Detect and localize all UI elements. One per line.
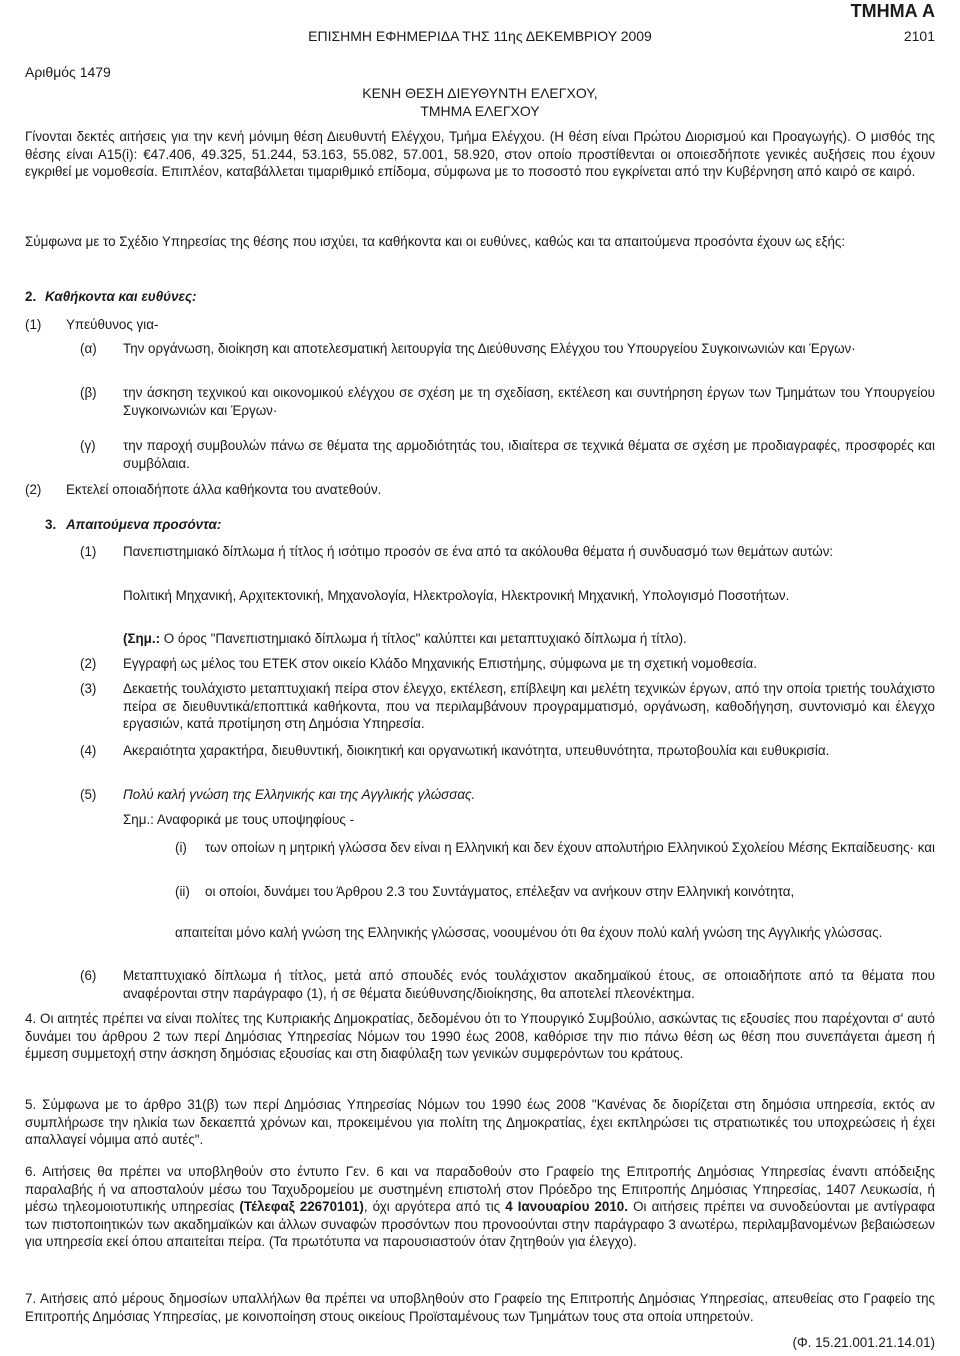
qual-5-ii-text: οι οποίοι, δυνάμει του Άρθρου 2.3 του Συντάγματος, επέλεξαν να ανήκουν στην Ελληνική κοινότητα, [205,884,795,899]
qual-5-ii-number: (ii) [175,884,190,899]
qual-2-number: (2) [80,656,97,671]
duty-b-text: την άσκηση τεχνικού και οικονομικού ελέγχου σε σχέση με τη σχεδίαση, εκτέλεση και συντήρηση έργων των Τμημάτων του Υπουργείου Συγκοινωνιών και Έργων· [123,385,935,418]
duties-heading: Καθήκοντα και ευθύνες: [45,289,197,304]
qual-3-text: Δεκαετής τουλάχιστο μεταπτυχιακή πείρα στον έλεγχο, εκτέλεση, επίβλεψη και μελέτη τεχνικών έργων, από την οποία τριετής τουλάχιστο πείρα σε διευθυντικά/εποπτικά καθήκοντα, που να περιλαμβάνουν προγραμματισμό, οργάνωση, καθοδήγηση, συντονισμό και έλεγχο εργασιών, κατά προτίμηση στη Δημόσια Υπηρεσία. [123,681,935,732]
qual-4-number: (4) [80,743,97,758]
section-label: ΤΜΗΜΑ Α [850,1,935,21]
qual-1-note [123,630,935,648]
duty-1-number: (1) [25,317,42,332]
qual-5-note-label: Σημ.: [123,812,154,827]
paragraph-6-text-c: Οι αιτήσεις πρέπει να συνοδεύονται με αντίγραφα των πιστοποιητικών των ακαδημαϊκών και άλλων συναφών προσόντων που προνοούνται στην παράγραφο 3 ανωτέρω, περιλαμβανομένων βεβαιώσεων για υπηρεσία εκεί όπου απαιτείται πείρα. (Τα πρωτότυπα να παρουσιαστούν όταν ζητηθούν για έλεγχο). [25,1199,935,1250]
qual-5-text: Πολύ καλή γνώση της Ελληνικής και της Αγγλικής γλώσσας. [123,787,476,802]
page-number: 2101 [903,28,935,44]
paragraph-6-text-b: , όχι αργότερα από τις [363,1199,501,1215]
notice-number: Αριθμός 1479 [25,64,111,80]
paragraph-6-fax: (Τέλεφαξ 22670101) [239,1199,364,1215]
paragraph-6-deadline: 4 Ιανουαρίου 2010. [505,1199,628,1215]
paragraph-4: 4. Οι αιτητές πρέπει να είναι πολίτες της Κυπριακής Δημοκρατίας, δεδομένου ότι το Υπουργικό Συμβούλιο, ασκώντας τις εξουσίες που παρέχονται σ' αυτό δυνάμει του άρθρου 2 των περί Δημόσιας Υπηρεσίας Νόμων του 1990 έως 2008, καθόρισε την πιο πάνω θέση ως θέση που συνεπάγεται άμεση ή έμμεση συμμετοχή στην άσκηση δημόσιας εξουσίας και στη διαφύλαξη των γενικών συμφερόντων του κράτους. [25,1011,935,1062]
duty-a-text: Την οργάνωση, διοίκηση και αποτελεσματική λειτουργία της Διεύθυνσης Ελέγχου του Υπουργείου Συγκοινωνιών και Έργων· [123,341,856,356]
qual-6-text: Μεταπτυχιακό δίπλωμα ή τίτλος, μετά από σπουδές ενός τουλάχιστον ακαδημαϊκού έτους, σε οποιαδήποτε από τα θέματα που αναφέρονται στην παράγραφο (1), ή σε θέματα διεύθυνσης/διοίκησης, θα αποτελεί πλεονέκτημα. [123,968,935,1001]
notice-title-line2: ΤΜΗΜΑ ΕΛΕΓΧΟΥ [420,103,540,119]
qual-6-number: (6) [80,968,97,983]
intro-paragraph: Γίνονται δεκτές αιτήσεις για την κενή μόνιμη θέση Διευθυντή Ελέγχου, Τμήμα Ελέγχου. (Η θέση είναι Πρώτου Διορισμού και Προαγωγής). Ο μισθός της θέσης είναι Α15(i): €47.406, 49.325, 51.244, 53.163, 55.082, 57.001, 58.920, στον οποίο προστίθενται οι οποιεσδήποτε γενικές αυξήσεις που έχουν εγκριθεί με νομοθεσία. Επιπλέον, καταβάλλεται τιμαριθμικό επίδομα, σύμφωνα με το ποσοστό που εγκρίνεται από την Κυβέρνηση από καιρό σε καιρό. [25,129,935,180]
duties-heading-number: 2. [25,289,37,304]
qualifications-heading-number: 3. [45,517,57,532]
qual-5-i-text: των οποίων η μητρική γλώσσα δεν είναι η Ελληνική και δεν έχουν απολυτήριο Ελληνικού Σχολείου Μέσης Εκπαίδευσης· και [205,840,935,855]
paragraph-5: 5. Σύμφωνα με το άρθρο 31(β) των περί Δημόσιας Υπηρεσίας Νόμων του 1990 έως 2008 "Κανένας δε διορίζεται στη δημόσια υπηρεσία, εκτός αν συμπλήρωσε την ηλικία των δεκαεπτά χρόνων και, προκειμένου για πολίτη της Δημοκρατίας, έχει εκπληρώσει τις στρατιωτικές του υποχρεώσεις ή έχει απαλλαγεί νόμιμα από αυτές". [25,1097,935,1148]
qual-1-subjects: Πολιτική Μηχανική, Αρχιτεκτονική, Μηχανολογία, Ηλεκτρολογία, Ηλεκτρονική Μηχανική, Υπολογισμό Ποσοτήτων. [123,588,790,603]
file-reference: (Φ. 15.21.001.21.14.01) [792,1335,935,1350]
notice-title-line1: ΚΕΝΗ ΘΕΣΗ ΔΙΕΥΘΥΝΤΗ ΕΛΕΓΧΟΥ, [362,85,598,101]
duty-a-number: (α) [80,341,97,356]
qual-2-text: Εγγραφή ως μέλος του ΕΤΕΚ στον οικείο Κλάδο Μηχανικής Επιστήμης, σύμφωνα με τη σχετική νομοθεσία. [123,656,757,671]
qual-5-note-text: Αναφορικά με τους υποψηφίους - [156,812,355,827]
duty-b-number: (β) [80,385,97,400]
qual-5-note [123,811,935,829]
duty-1-text: Υπεύθυνος για- [66,317,159,332]
qual-1-note-text: Ο όρος "Πανεπιστημιακό δίπλωμα ή τίτλος" καλύπτει και μεταπτυχιακό δίπλωμα ή τίτλο). [163,631,687,646]
qual-1-text: Πανεπιστημιακό δίπλωμα ή τίτλος ή ισότιμο προσόν σε ένα από τα ακόλουθα θέματα ή συνδυασμό των θεμάτων αυτών: [123,544,834,559]
qualifications-heading: Απαιτούμενα προσόντα: [66,517,222,532]
intro-scheme-paragraph: Σύμφωνα με το Σχέδιο Υπηρεσίας της θέσης που ισχύει, τα καθήκοντα και οι ευθύνες, καθώς και τα απαιτούμενα προσόντα έχουν ως εξής: [25,234,846,249]
duty-2-text: Εκτελεί οποιαδήποτε άλλα καθήκοντα του ανατεθούν. [66,482,382,497]
paragraph-6-text-a: 6. Αιτήσεις θα πρέπει να υποβληθούν στο έντυπο Γεν. 6 και να παραδοθούν στο Γραφείο της Επιτροπής Δημόσιας Υπηρεσίας έναντι απόδειξης παραλαβής ή να αποσταλούν μέσω του Ταχυδρομείου με συστημένη επιστολή στον Πρόεδρο της Επιτροπής Δημόσιας Υπηρεσίας, 1407 Λευκωσία, ή μέσω τηλεομοιοτυπικής υπηρεσίας [25,1164,935,1215]
duty-c-text: την παροχή συμβουλών πάνω σε θέματα της αρμοδιότητάς του, ιδιαίτερα σε τεχνικά θέματα σε σχέση με προδιαγραφές, προσφορές και συμβόλαια. [123,438,935,471]
qual-3-number: (3) [80,681,97,696]
duty-2-number: (2) [25,482,42,497]
gazette-title: ΕΠΙΣΗΜΗ ΕΦΗΜΕΡΙΔΑ ΤΗΣ 11ης ΔΕΚΕΜΒΡΙΟΥ 2009 [308,28,652,44]
qual-1-note-label: (Σημ.: [123,631,161,646]
duty-c-number: (γ) [80,438,96,453]
paragraph-6 [25,1163,935,1251]
qual-5-i-number: (i) [175,840,187,855]
qual-5-tail: απαιτείται μόνο καλή γνώση της Ελληνικής γλώσσας, νοουμένου ότι θα έχουν πολύ καλή γνώση της Αγγλικής γλώσσας. [175,925,883,940]
qual-5-number: (5) [80,787,97,802]
qual-4-text: Ακεραιότητα χαρακτήρα, διευθυντική, διοικητική και οργανωτική ικανότητα, υπευθυνότητα, πρωτοβουλία και ευθυκρισία. [123,743,830,758]
qual-1-number: (1) [80,544,97,559]
paragraph-7: 7. Αιτήσεις από μέρους δημοσίων υπαλλήλων θα πρέπει να υποβληθούν στο Γραφείο της Επιτροπής Δημόσιας Υπηρεσίας, απευθείας στο Γραφείο της Επιτροπής Δημόσιας Υπηρεσίας, με κοινοποίηση στους οικείους Προϊσταμένους των Τμημάτων τους στα οποία υπηρετούν. [25,1291,935,1324]
